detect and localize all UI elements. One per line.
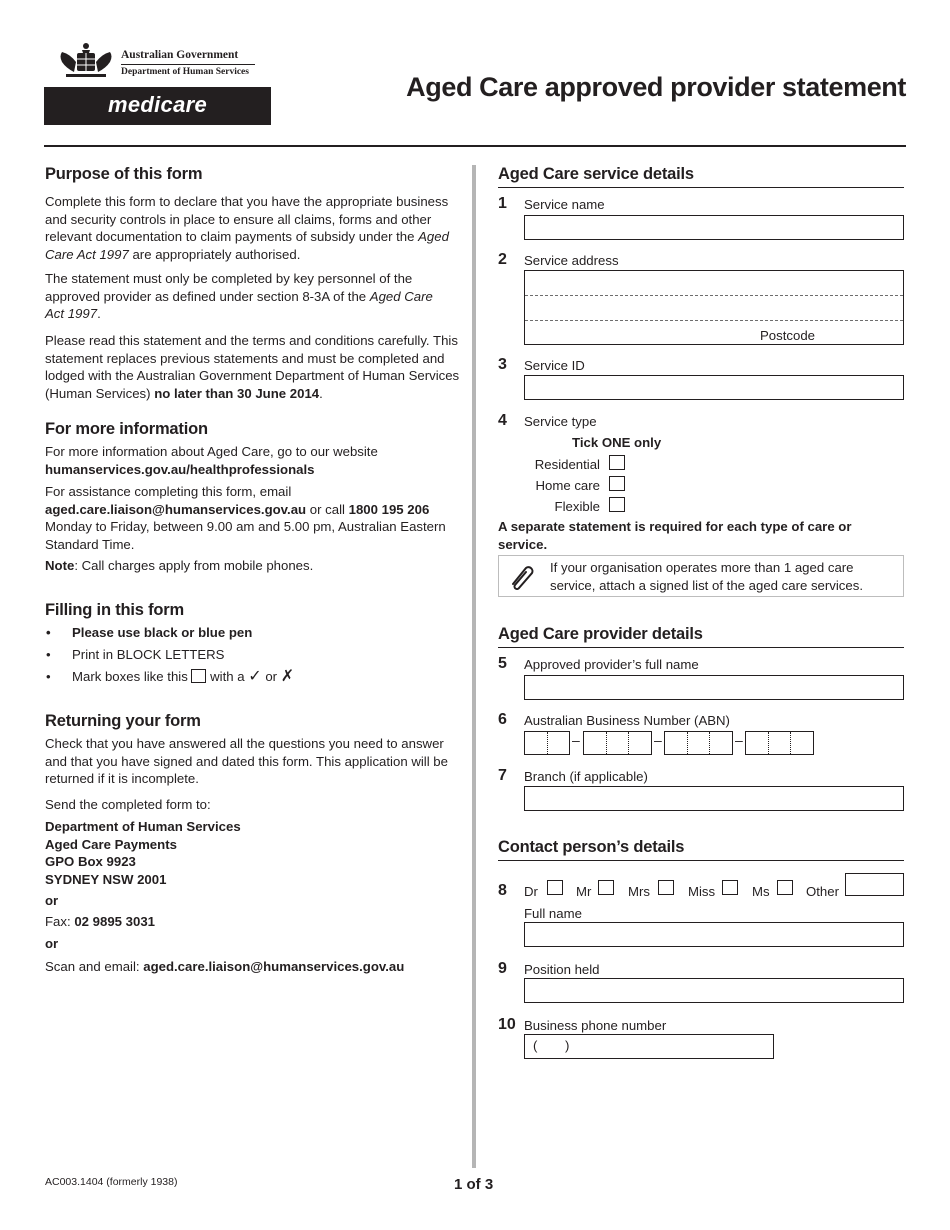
service-id-label: Service ID (524, 358, 585, 373)
purpose-paragraph-1 (45, 193, 463, 263)
provider-name-input[interactable] (524, 675, 904, 700)
returning-heading: Returning your form (45, 712, 201, 730)
question-number: 7 (498, 767, 507, 784)
fax-label: Fax: (45, 914, 75, 929)
purpose-text-2a: The statement must only be completed by key personnel of the approved provider as defined under section 8-3A of the (45, 271, 413, 304)
page-number: 1 of 3 (454, 1176, 494, 1193)
title-other-label: Other (806, 884, 839, 899)
flexible-checkbox[interactable] (609, 497, 625, 512)
residential-label: Residential (534, 457, 600, 472)
abn-input-group-3[interactable] (664, 731, 733, 755)
home-care-checkbox[interactable] (609, 476, 625, 491)
purpose-text-1a: Complete this form to declare that you have the appropriate business and security controls in place to ensure all claims, forms and other relevant documentation to claim payments of subsidy under the (45, 194, 449, 245)
postcode-label: Postcode (760, 328, 815, 343)
business-phone-input[interactable] (524, 1034, 774, 1059)
question-number: 3 (498, 356, 507, 373)
address-line-1: Department of Human Services (45, 819, 241, 834)
info-heading: For more information (45, 420, 208, 438)
purpose-text-3a: Please read this statement and the terms and conditions carefully. This statement replaces previous statements and must be completed and lodged with the Australian Government Department of Human Services (Human Services) (45, 333, 460, 401)
purpose-text-3b: . (319, 385, 323, 401)
info-text-2: For assistance completing this form, email (45, 484, 292, 499)
title-mrs-checkbox[interactable] (658, 880, 674, 895)
government-crest-icon (58, 40, 114, 80)
title-dr-label: Dr (524, 884, 538, 899)
residential-checkbox[interactable] (609, 455, 625, 470)
flexible-label: Flexible (554, 499, 600, 514)
provider-name-label: Approved provider’s full name (524, 657, 699, 672)
note-text: : Call charges apply from mobile phones. (74, 558, 314, 573)
attachment-note-text: If your organisation operates more than 1 aged care service, attach a signed list of the aged care services. (550, 560, 863, 593)
filling-bullet-3 (72, 668, 294, 686)
abn-separator: – (572, 732, 580, 748)
contact-heading: Contact person’s details (498, 838, 904, 861)
paperclip-icon (507, 562, 535, 590)
full-name-label: Full name (524, 906, 582, 921)
filling-bullet-2: • Print in BLOCK LETTERS (72, 646, 224, 664)
note-line (45, 557, 463, 575)
tick-icon: ✓ (248, 668, 262, 685)
title-other-input[interactable] (845, 873, 904, 896)
purpose-text-1b: are appropriately authorised. (128, 246, 301, 262)
abn-input-group-4[interactable] (745, 731, 814, 755)
phone-number: 1800 195 206 (348, 501, 430, 517)
header-rule (44, 145, 906, 147)
government-divider (121, 64, 255, 65)
abn-input-group-1[interactable] (524, 731, 570, 755)
service-address-label: Service address (524, 253, 619, 268)
info-text-1: For more information about Aged Care, go to our website (45, 444, 378, 459)
full-name-input[interactable] (524, 922, 904, 947)
address-line-divider (525, 320, 903, 321)
question-number: 4 (498, 412, 507, 429)
act-name: Aged Care Act 1997 (45, 229, 449, 262)
email-link[interactable]: aged.care.liaison@humanservices.gov.au (45, 501, 307, 517)
cross-icon: ✗ (280, 668, 295, 685)
service-address-input[interactable] (524, 270, 904, 345)
purpose-paragraph-2 (45, 270, 435, 323)
form-code: AC003.1404 (formerly 1938) (45, 1176, 178, 1188)
fax-line (45, 913, 155, 931)
scan-line (45, 958, 404, 976)
filling-bullet-1: • Please use black or blue pen (72, 624, 252, 642)
abn-separator: – (654, 732, 662, 748)
note-label: Note (45, 558, 75, 573)
service-id-input[interactable] (524, 375, 904, 400)
purpose-text-2b: . (97, 306, 101, 322)
title-dr-checkbox[interactable] (547, 880, 563, 895)
address-line-3: GPO Box 9923 (45, 854, 136, 870)
medicare-logo (44, 87, 271, 125)
hours-text: Monday to Friday, between 9.00 am and 5.00 pm, Australian Eastern Standard Time. (45, 519, 446, 552)
question-number: 9 (498, 960, 507, 977)
provider-heading: Aged Care provider details (498, 625, 904, 648)
area-code-open: ( (533, 1038, 538, 1053)
question-number: 2 (498, 251, 507, 268)
postal-address (45, 818, 241, 888)
or-text: or (265, 669, 278, 684)
home-care-label: Home care (535, 478, 600, 493)
question-number: 6 (498, 711, 507, 728)
page-title: Aged Care approved provider statement (406, 72, 906, 102)
abn-separator: – (735, 732, 743, 748)
service-name-label: Service name (524, 197, 605, 212)
fax-number: 02 9895 3031 (74, 914, 155, 929)
purpose-paragraph-3 (45, 332, 463, 402)
scan-email-link[interactable]: aged.care.liaison@humanservices.gov.au (143, 959, 405, 974)
filling-heading: Filling in this form (45, 601, 184, 619)
government-name: Australian Government (121, 49, 239, 61)
service-type-label: Service type (524, 414, 597, 429)
address-line-divider (525, 295, 903, 296)
website-link[interactable]: humanservices.gov.au/healthprofessionals (45, 461, 315, 477)
with-a-text: with a (210, 669, 245, 684)
branch-input[interactable] (524, 786, 904, 811)
question-number: 5 (498, 655, 507, 672)
or-separator-2: or (45, 936, 59, 951)
title-mr-label: Mr (576, 884, 592, 899)
title-mrs-label: Mrs (628, 884, 650, 899)
question-number: 1 (498, 195, 507, 212)
position-held-label: Position held (524, 962, 600, 977)
address-line-4: SYDNEY NSW 2001 (45, 871, 167, 887)
service-name-input[interactable] (524, 215, 904, 240)
question-number: 10 (498, 1016, 516, 1033)
purpose-heading: Purpose of this form (45, 165, 203, 183)
title-ms-checkbox[interactable] (777, 880, 793, 895)
position-held-input[interactable] (524, 978, 904, 1003)
abn-label: Australian Business Number (ABN) (524, 713, 730, 728)
business-phone-label: Business phone number (524, 1018, 667, 1033)
title-miss-label: Miss (688, 884, 716, 899)
title-miss-checkbox[interactable] (722, 880, 738, 895)
address-line-2: Aged Care Payments (45, 836, 177, 852)
service-heading: Aged Care service details (498, 165, 904, 188)
send-to-text: Send the completed form to: (45, 797, 211, 812)
act-name: Aged Care Act 1997 (45, 288, 433, 322)
deadline: no later than 30 June 2014 (154, 385, 320, 401)
area-code-close: ) (565, 1038, 570, 1053)
question-number: 8 (498, 882, 507, 899)
attachment-note-box (498, 555, 904, 597)
info-paragraph-2 (45, 483, 463, 553)
department-name: Department of Human Services (121, 67, 249, 77)
medicare-wordmark: medicare (107, 92, 207, 117)
separate-statement-note: A separate statement is required for each type of care or service. (498, 519, 852, 552)
example-checkbox (191, 669, 206, 683)
title-ms-label: Ms (752, 884, 770, 899)
abn-input-group-2[interactable] (583, 731, 652, 755)
scan-label: Scan and email: (45, 959, 144, 974)
branch-label: Branch (if applicable) (524, 769, 648, 784)
or-call-text: or call (306, 501, 349, 517)
mark-boxes-text: Mark boxes like this (72, 669, 188, 684)
tick-one-instruction: Tick ONE only (572, 435, 662, 450)
info-paragraph-1 (45, 443, 463, 478)
returning-paragraph: Check that you have answered all the questions you need to answer and that you have signed and dated this form. This application will be returned if it is incomplete. (45, 736, 448, 787)
title-mr-checkbox[interactable] (598, 880, 614, 895)
or-separator-1: or (45, 893, 59, 908)
column-divider (472, 165, 476, 1168)
